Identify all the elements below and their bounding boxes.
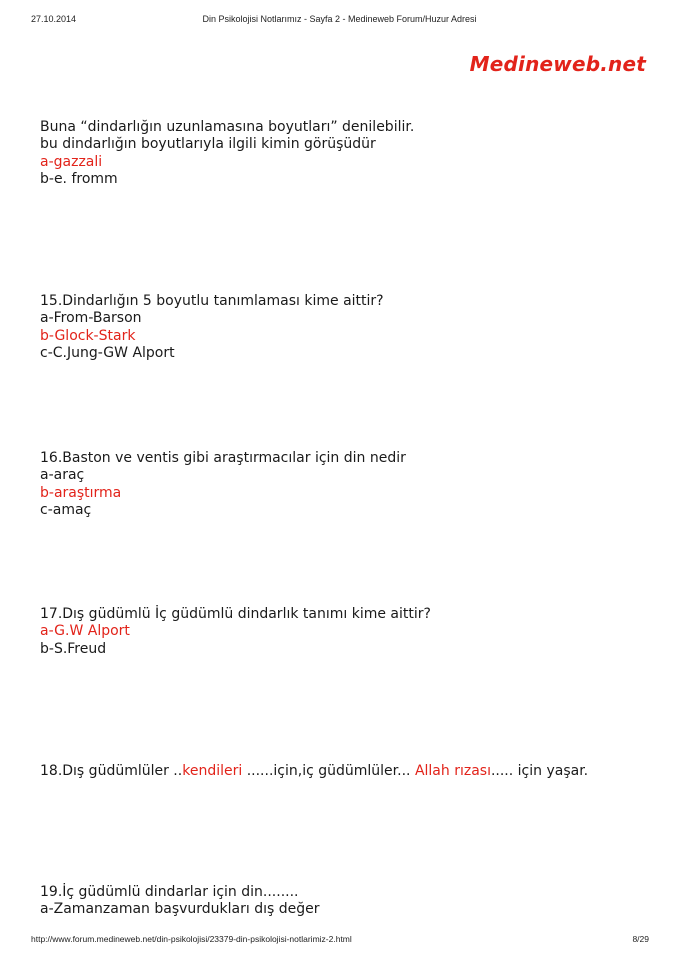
- question-text-line-1: Buna “dindarlığın uzunlamasına boyutları” denilebilir.: [40, 119, 415, 135]
- fill-in-sentence: [40, 763, 660, 780]
- answer-option-a: a-araç: [40, 467, 85, 484]
- question-block-15: [40, 293, 660, 362]
- site-logo: Medineweb.net: [469, 52, 646, 76]
- answer-option-b: b-e. fromm: [40, 170, 118, 187]
- answer-option-b: b-S.Freud: [40, 640, 107, 657]
- question-block-18: [40, 763, 660, 780]
- answer-option-a-correct: a-G.W Alport: [40, 623, 130, 640]
- answer-option-b-correct: b-araştırma: [40, 484, 122, 501]
- answer-blank-2: Allah rızası: [414, 763, 491, 779]
- answer-option-a: a-From-Barson: [40, 310, 142, 327]
- question-text: 15.Dindarlığın 5 boyutlu tanımlaması kime aittir?: [40, 293, 384, 309]
- question-block-19: [40, 884, 660, 919]
- sentence-part-1: 18.Dış güdümlüler ..: [40, 763, 183, 779]
- question-text-line-2: bu dindarlığın boyutlarıyla ilgili kimin görüşüdür: [40, 136, 376, 153]
- footer-page-number: 8/29: [632, 934, 649, 944]
- question-text: 16.Baston ve ventis gibi araştırmacılar için din nedir: [40, 450, 406, 466]
- print-page-title: Din Psikolojisi Notlarımız - Sayfa 2 - Medineweb Forum/Huzur Adresi: [202, 14, 477, 24]
- question-block-16: [40, 450, 660, 519]
- sentence-part-2: ......için,iç güdümlüler...: [242, 763, 415, 779]
- answer-option-c: c-amaç: [40, 501, 92, 518]
- footer-source-url: http://www.forum.medineweb.net/din-psikolojisi/23379-din-psikolojisi-notlarimiz-2.html: [31, 934, 352, 944]
- answer-blank-1: kendileri: [182, 763, 243, 779]
- sentence-part-3: ..... için yaşar.: [490, 763, 589, 779]
- question-text: 19.İç güdümlü dindarlar için din........: [40, 884, 299, 900]
- answer-option-b-correct: b-Glock-Stark: [40, 327, 136, 344]
- question-block-17: [40, 606, 660, 658]
- print-date: 27.10.2014: [31, 14, 77, 24]
- question-block-14: [40, 119, 660, 188]
- answer-option-a: a-Zamanzaman başvurdukları dış değer: [40, 901, 320, 918]
- answer-option-c: c-C.Jung-GW Alport: [40, 344, 175, 361]
- answer-option-a-correct: a-gazzali: [40, 153, 103, 170]
- question-text: 17.Dış güdümlü İç güdümlü dindarlık tanımı kime aittir?: [40, 606, 431, 622]
